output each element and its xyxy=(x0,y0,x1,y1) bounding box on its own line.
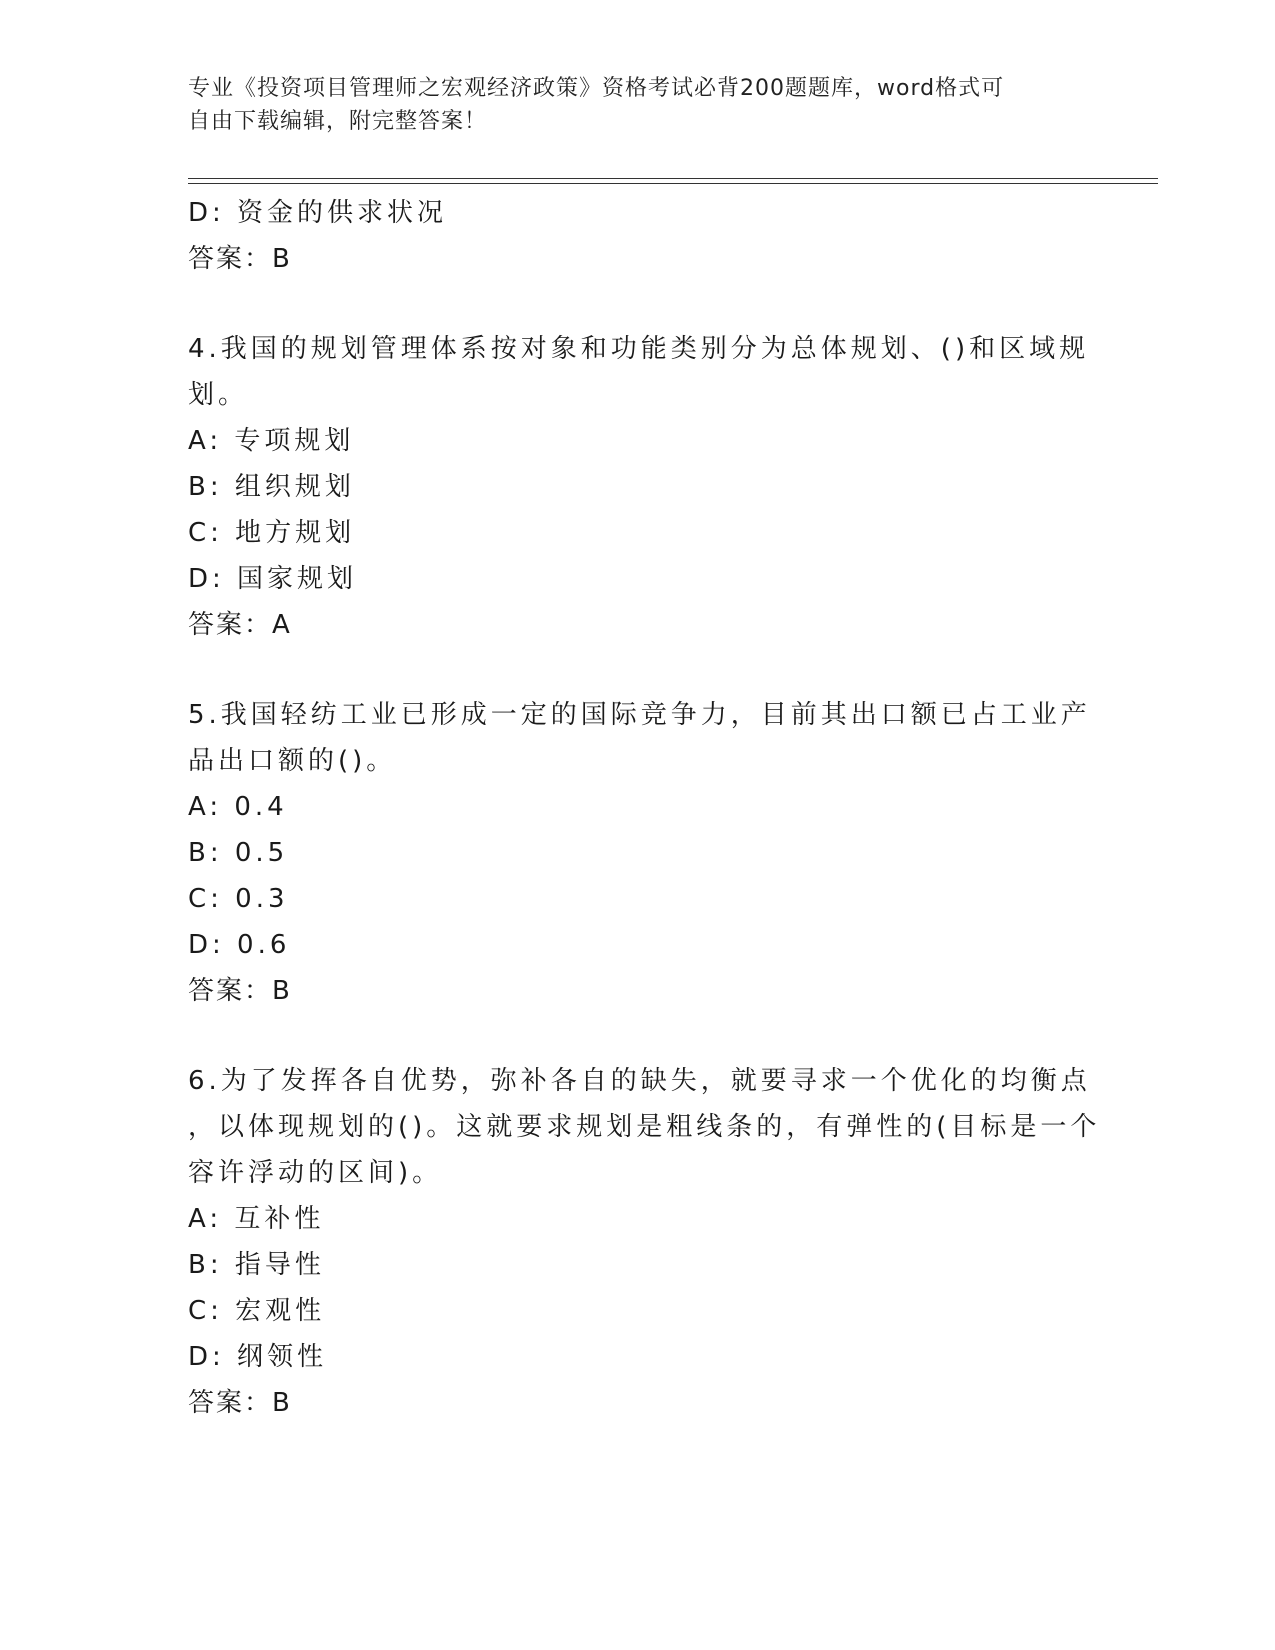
header-divider-bottom xyxy=(188,183,1158,184)
question-stem: 容许浮动的区间)。 xyxy=(188,1158,443,1188)
option-c: C: 地方规划 xyxy=(188,518,356,548)
answer: 答案：A xyxy=(188,610,292,640)
option-b: B: 0.5 xyxy=(188,838,289,868)
question-stem: 划。 xyxy=(188,380,249,410)
option-a: A: 互补性 xyxy=(188,1204,325,1234)
question-stem: 4.我国的规划管理体系按对象和功能类别分为总体规划、()和区域规 xyxy=(188,334,1090,364)
question-stem: 6.为了发挥各自优势，弥补各自的缺失，就要寻求一个优化的均衡点 xyxy=(188,1066,1091,1096)
question-list xyxy=(188,190,1101,1470)
question-6 xyxy=(188,1058,1101,1426)
document-header xyxy=(188,72,1068,138)
prev-question xyxy=(188,190,1088,282)
option-c: C: 0.3 xyxy=(188,884,289,914)
option-a: A: 专项规划 xyxy=(188,426,355,456)
question-stem: 5.我国轻纺工业已形成一定的国际竞争力，目前其出口额已占工业产 xyxy=(188,700,1091,730)
question-4 xyxy=(188,326,1088,648)
question-stem: 品出口额的()。 xyxy=(188,746,397,776)
question-5 xyxy=(188,692,1091,1014)
answer: 答案：B xyxy=(188,1388,292,1418)
option-a: A: 0.4 xyxy=(188,792,288,822)
header-divider-top xyxy=(188,178,1158,179)
option-c: C: 宏观性 xyxy=(188,1296,326,1326)
option-d: D: 0.6 xyxy=(188,930,291,960)
question-stem: ，以体现规划的()。这就要求规划是粗线条的，有弹性的(目标是一个 xyxy=(188,1112,1101,1142)
option-d: D: 纲领性 xyxy=(188,1342,328,1372)
answer: 答案：B xyxy=(188,244,292,274)
header-title-line2: 自由下载编辑，附完整答案！ xyxy=(188,109,488,134)
option-d: D: 资金的供求状况 xyxy=(188,198,448,228)
header-title-line1: 专业《投资项目管理师之宏观经济政策》资格考试必背200题题库，word格式可 xyxy=(188,76,1005,101)
answer: 答案：B xyxy=(188,976,292,1006)
option-d: D: 国家规划 xyxy=(188,564,358,594)
option-b: B: 组织规划 xyxy=(188,472,355,502)
option-b: B: 指导性 xyxy=(188,1250,325,1280)
